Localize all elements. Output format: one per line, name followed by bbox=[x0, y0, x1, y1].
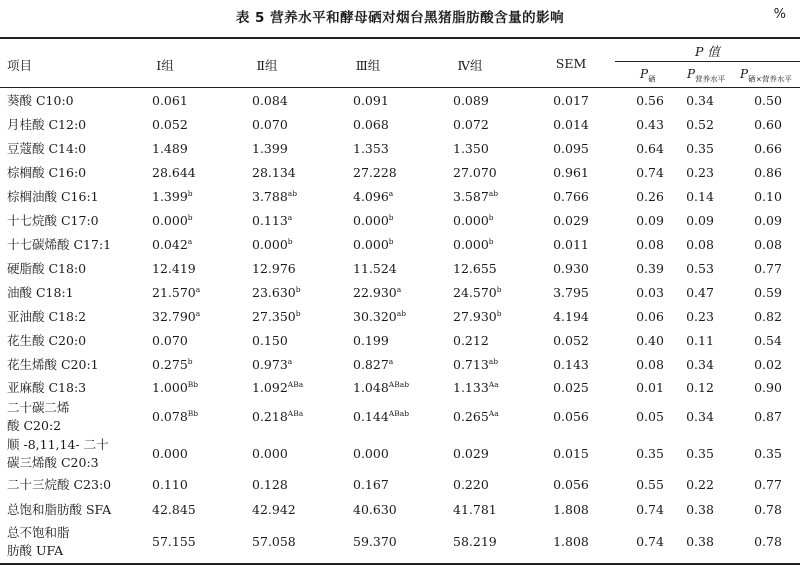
cell-p1: 0.39 bbox=[636, 261, 664, 276]
unit-label: % bbox=[773, 7, 786, 22]
cell-g1: 28.644 bbox=[152, 165, 196, 180]
cell-g1: 21.570$^a$ bbox=[152, 285, 201, 300]
cell-p2: 0.22 bbox=[686, 476, 714, 492]
significance-mark: b bbox=[187, 189, 193, 198]
cell-g4: 27.070 bbox=[453, 165, 497, 180]
row-label: 亚麻酸 C18:3 bbox=[7, 379, 87, 395]
table-row bbox=[0, 377, 800, 398]
table-row bbox=[0, 329, 800, 353]
cell-g2: 0.000 bbox=[252, 445, 288, 461]
cell-p1: 0.64 bbox=[636, 141, 664, 156]
significance-mark: ab bbox=[287, 189, 298, 198]
cell-sem: 1.808 bbox=[553, 534, 589, 549]
p-value-rule bbox=[615, 61, 800, 62]
cell-sem: 4.194 bbox=[553, 309, 589, 324]
top-rule bbox=[0, 37, 800, 39]
cell-sem: 0.056 bbox=[553, 408, 589, 424]
table-row bbox=[0, 89, 800, 113]
table-row bbox=[0, 497, 800, 522]
cell-sem: 0.014 bbox=[553, 117, 589, 132]
cell-p3: 0.59 bbox=[754, 285, 782, 300]
cell-p2: 0.09 bbox=[686, 213, 714, 228]
table-caption: 表 5 营养水平和酵母硒对烟台黑猪脂肪酸含量的影响 bbox=[235, 10, 565, 26]
cell-g3: 11.524 bbox=[353, 261, 397, 276]
significance-mark: a bbox=[388, 189, 394, 198]
cell-p1: 0.74 bbox=[636, 501, 664, 517]
table-row bbox=[0, 113, 800, 137]
cell-g4: 12.655 bbox=[453, 261, 497, 276]
cell-g4: 0.220 bbox=[453, 476, 489, 492]
cell-p2: 0.38 bbox=[686, 501, 714, 517]
significance-mark: Aa bbox=[488, 379, 499, 389]
cell-p3: 0.86 bbox=[754, 165, 782, 180]
cell-p3: 0.09 bbox=[754, 213, 782, 228]
cell-g4: $1.133^{Aa}$ bbox=[453, 379, 499, 395]
significance-mark: ABab bbox=[388, 379, 409, 389]
cell-p1: 0.55 bbox=[636, 476, 664, 492]
cell-p2: 0.53 bbox=[686, 261, 714, 276]
cell-p2: 0.23 bbox=[686, 309, 714, 324]
significance-mark: b bbox=[488, 213, 494, 222]
cell-sem: 0.766 bbox=[553, 189, 589, 204]
row-label: 豆蔻酸 C14:0 bbox=[7, 141, 87, 156]
cell-p2: 0.47 bbox=[686, 285, 714, 300]
cell-p2: 0.35 bbox=[686, 445, 714, 461]
significance-mark: Bb bbox=[187, 408, 199, 418]
header-group-3: Ⅲ组 bbox=[355, 58, 381, 73]
cell-g4: 58.219 bbox=[453, 534, 497, 549]
cell-p3: 0.87 bbox=[754, 408, 782, 424]
table-row bbox=[0, 398, 800, 435]
table-row bbox=[0, 209, 800, 233]
cell-g2: 0.084 bbox=[252, 93, 288, 108]
significance-mark: b bbox=[496, 285, 502, 294]
significance-mark: b bbox=[388, 237, 394, 246]
cell-p1: 0.01 bbox=[636, 379, 664, 395]
table-row bbox=[0, 185, 800, 209]
row-label: 油酸 C18:1 bbox=[7, 285, 74, 300]
cell-p2: 0.14 bbox=[686, 189, 714, 204]
cell-g2: 0.113$^a$ bbox=[252, 213, 293, 228]
cell-g3: 27.228 bbox=[353, 165, 397, 180]
cell-g4: 1.350 bbox=[453, 141, 489, 156]
header-p-interaction: $P_{硒\times 营养水平}$ bbox=[740, 67, 792, 84]
header-p-nutrition: $P_{营养水平}$ bbox=[687, 67, 726, 84]
cell-g2: 0.070 bbox=[252, 117, 288, 132]
cell-g4: 27.930$^b$ bbox=[453, 309, 502, 324]
cell-g2: 0.150 bbox=[252, 333, 288, 348]
cell-g1: $1.000^{Bb}$ bbox=[152, 379, 199, 395]
table-row bbox=[0, 305, 800, 329]
cell-p2: 0.23 bbox=[686, 165, 714, 180]
cell-g4: 0.029 bbox=[453, 445, 489, 461]
cell-g2: 0.128 bbox=[252, 476, 288, 492]
cell-p3: 0.08 bbox=[754, 237, 782, 252]
cell-p1: 0.08 bbox=[636, 237, 664, 252]
table-row bbox=[0, 257, 800, 281]
cell-p1: 0.40 bbox=[636, 333, 664, 348]
cell-sem: 0.056 bbox=[553, 476, 589, 492]
header-item: 项目 bbox=[7, 58, 33, 73]
significance-mark: b bbox=[295, 285, 301, 294]
cell-p2: 0.11 bbox=[686, 333, 714, 348]
cell-g3: 1.353 bbox=[353, 141, 389, 156]
significance-mark: b bbox=[287, 237, 293, 246]
cell-p3: 0.60 bbox=[754, 117, 782, 132]
table-row bbox=[0, 522, 800, 562]
cell-g1: 0.000 bbox=[152, 445, 188, 461]
cell-sem: 0.143 bbox=[553, 357, 589, 372]
cell-g3: 0.167 bbox=[353, 476, 389, 492]
cell-g2: 27.350$^b$ bbox=[252, 309, 301, 324]
cell-g3: 59.370 bbox=[353, 534, 397, 549]
cell-g1: 42.845 bbox=[152, 501, 196, 517]
significance-mark: b bbox=[295, 309, 301, 318]
cell-p3: 0.78 bbox=[754, 534, 782, 549]
header-group-2: Ⅱ组 bbox=[256, 58, 278, 73]
cell-g2: 28.134 bbox=[252, 165, 296, 180]
cell-g1: 0.042$^a$ bbox=[152, 237, 193, 252]
cell-p3: 0.02 bbox=[754, 357, 782, 372]
cell-p3: 0.78 bbox=[754, 501, 782, 517]
cell-p2: 0.34 bbox=[686, 408, 714, 424]
significance-mark: a bbox=[396, 285, 402, 294]
cell-g4: $0.265^{Aa}$ bbox=[453, 408, 499, 424]
table-row bbox=[0, 137, 800, 161]
cell-p2: 0.12 bbox=[686, 379, 714, 395]
cell-p1: 0.08 bbox=[636, 357, 664, 372]
significance-mark: ABa bbox=[287, 379, 304, 389]
cell-g2: 57.058 bbox=[252, 534, 296, 549]
cell-g1: 57.155 bbox=[152, 534, 196, 549]
significance-mark: b bbox=[388, 213, 394, 222]
cell-p1: 0.05 bbox=[636, 408, 664, 424]
cell-g1: 0.061 bbox=[152, 93, 188, 108]
cell-g3: 0.199 bbox=[353, 333, 389, 348]
table-row bbox=[0, 435, 800, 472]
cell-p1: 0.06 bbox=[636, 309, 664, 324]
header-sem: SEM bbox=[555, 56, 587, 71]
cell-g4: 0.000$^b$ bbox=[453, 237, 494, 252]
cell-g1: 12.419 bbox=[152, 261, 196, 276]
cell-p2: 0.08 bbox=[686, 237, 714, 252]
cell-g4: 0.000$^b$ bbox=[453, 213, 494, 228]
cell-g2: $0.218^{ABa}$ bbox=[252, 408, 304, 424]
cell-p2: 0.34 bbox=[686, 93, 714, 108]
cell-p1: 0.26 bbox=[636, 189, 664, 204]
row-label: 十七烷酸 C17:0 bbox=[7, 213, 99, 228]
significance-mark: ab bbox=[396, 309, 407, 318]
row-label: 棕榈酸 C16:0 bbox=[7, 165, 87, 180]
cell-p1: 0.09 bbox=[636, 213, 664, 228]
significance-mark: ab bbox=[488, 357, 499, 366]
row-label: 硬脂酸 C18:0 bbox=[7, 261, 87, 276]
cell-g1: 1.399$^b$ bbox=[152, 189, 193, 204]
header-p-se: $P_硒$ bbox=[640, 67, 656, 84]
cell-sem: 0.095 bbox=[553, 141, 589, 156]
cell-p1: 0.56 bbox=[636, 93, 664, 108]
cell-p1: 0.74 bbox=[636, 165, 664, 180]
cell-g3: 22.930$^a$ bbox=[353, 285, 402, 300]
table-row bbox=[0, 161, 800, 185]
significance-mark: a bbox=[195, 285, 201, 294]
cell-g3: $1.048^{ABab}$ bbox=[353, 379, 409, 395]
row-label: 顺 -8,11,14- 二十 碳三烯酸 C20:3 bbox=[7, 436, 109, 470]
cell-g2: $1.092^{ABa}$ bbox=[252, 379, 304, 395]
cell-g4: 0.089 bbox=[453, 93, 489, 108]
cell-g3: 0.827$^a$ bbox=[353, 357, 394, 372]
significance-mark: Aa bbox=[488, 408, 499, 418]
significance-mark: b bbox=[496, 309, 502, 318]
significance-mark: a bbox=[287, 213, 293, 222]
row-label: 二十碳二烯 酸 C20:2 bbox=[7, 399, 70, 433]
cell-g1: 0.110 bbox=[152, 476, 188, 492]
significance-mark: Bb bbox=[187, 379, 199, 389]
cell-g2: 3.788$^{ab}$ bbox=[252, 189, 298, 204]
cell-sem: 0.961 bbox=[553, 165, 589, 180]
cell-g1: 1.489 bbox=[152, 141, 188, 156]
cell-sem: 3.795 bbox=[553, 285, 589, 300]
cell-g2: 23.630$^b$ bbox=[252, 285, 301, 300]
cell-g2: 1.399 bbox=[252, 141, 288, 156]
cell-p1: 0.35 bbox=[636, 445, 664, 461]
cell-sem: 0.011 bbox=[553, 237, 589, 252]
cell-p3: 0.54 bbox=[754, 333, 782, 348]
cell-g3: 4.096$^a$ bbox=[353, 189, 394, 204]
cell-sem: 0.025 bbox=[553, 379, 589, 395]
cell-p1: 0.03 bbox=[636, 285, 664, 300]
row-label: 十七碳烯酸 C17:1 bbox=[7, 237, 112, 252]
cell-p3: 0.77 bbox=[754, 261, 782, 276]
significance-mark: a bbox=[195, 309, 201, 318]
row-label: 总饱和脂肪酸 SFA bbox=[7, 501, 112, 517]
cell-g3: 30.320$^{ab}$ bbox=[353, 309, 407, 324]
cell-g3: 40.630 bbox=[353, 501, 397, 517]
significance-mark: a bbox=[388, 357, 394, 366]
cell-g3: 0.091 bbox=[353, 93, 389, 108]
row-label: 月桂酸 C12:0 bbox=[7, 117, 87, 132]
significance-mark: b bbox=[187, 213, 193, 222]
cell-p3: 0.66 bbox=[754, 141, 782, 156]
cell-g4: 41.781 bbox=[453, 501, 497, 517]
row-label: 花生烯酸 C20:1 bbox=[7, 357, 99, 372]
cell-p1: 0.43 bbox=[636, 117, 664, 132]
cell-g1: 0.000$^b$ bbox=[152, 213, 193, 228]
row-label: 棕榈油酸 C16:1 bbox=[7, 189, 99, 204]
cell-g2: 42.942 bbox=[252, 501, 296, 517]
cell-g1: 0.052 bbox=[152, 117, 188, 132]
cell-p2: 0.35 bbox=[686, 141, 714, 156]
cell-g1: $0.078^{Bb}$ bbox=[152, 408, 199, 424]
cell-sem: 0.015 bbox=[553, 445, 589, 461]
header-rule bbox=[0, 87, 800, 88]
cell-sem: 0.052 bbox=[553, 333, 589, 348]
row-label: 二十三烷酸 C23:0 bbox=[7, 476, 112, 492]
cell-g4: 0.713$^{ab}$ bbox=[453, 357, 499, 372]
row-label: 葵酸 C10:0 bbox=[7, 93, 74, 108]
cell-g3: 0.068 bbox=[353, 117, 389, 132]
cell-p3: 0.35 bbox=[754, 445, 782, 461]
cell-g1: 0.275$^b$ bbox=[152, 357, 193, 372]
significance-mark: ABab bbox=[388, 408, 409, 418]
cell-sem: 0.017 bbox=[553, 93, 589, 108]
significance-mark: ABa bbox=[287, 408, 304, 418]
cell-p3: 0.90 bbox=[754, 379, 782, 395]
table-row bbox=[0, 472, 800, 497]
cell-g4: 0.072 bbox=[453, 117, 489, 132]
cell-g2: 0.000$^b$ bbox=[252, 237, 293, 252]
cell-g2: 12.976 bbox=[252, 261, 296, 276]
cell-g3: 0.000 bbox=[353, 445, 389, 461]
cell-p2: 0.52 bbox=[686, 117, 714, 132]
cell-g1: 0.070 bbox=[152, 333, 188, 348]
cell-sem: 0.930 bbox=[553, 261, 589, 276]
row-label: 花生酸 C20:0 bbox=[7, 333, 87, 348]
significance-mark: a bbox=[287, 357, 293, 366]
significance-mark: b bbox=[187, 357, 193, 366]
header-group-1: Ⅰ组 bbox=[156, 58, 174, 73]
row-label: 总不饱和脂 肪酸 UFA bbox=[7, 525, 70, 558]
table-row bbox=[0, 353, 800, 377]
cell-p3: 0.77 bbox=[754, 476, 782, 492]
cell-g1: 32.790$^a$ bbox=[152, 309, 201, 324]
significance-mark: b bbox=[488, 237, 494, 246]
significance-mark: a bbox=[187, 237, 193, 246]
cell-g4: 24.570$^b$ bbox=[453, 285, 502, 300]
cell-p2: 0.38 bbox=[686, 534, 714, 549]
cell-p3: 0.10 bbox=[754, 189, 782, 204]
cell-g3: 0.000$^b$ bbox=[353, 213, 394, 228]
cell-p3: 0.82 bbox=[754, 309, 782, 324]
header-group-4: Ⅳ组 bbox=[457, 58, 483, 73]
cell-g4: 3.587$^{ab}$ bbox=[453, 189, 499, 204]
cell-p3: 0.50 bbox=[754, 93, 782, 108]
cell-sem: 0.029 bbox=[553, 213, 589, 228]
table-row bbox=[0, 233, 800, 257]
cell-g3: $0.144^{ABab}$ bbox=[353, 408, 409, 424]
cell-g3: 0.000$^b$ bbox=[353, 237, 394, 252]
table-row bbox=[0, 281, 800, 305]
cell-g4: 0.212 bbox=[453, 333, 489, 348]
cell-p2: 0.34 bbox=[686, 357, 714, 372]
header-p-value: P 值 bbox=[695, 44, 720, 59]
row-label: 亚油酸 C18:2 bbox=[7, 309, 87, 324]
cell-p1: 0.74 bbox=[636, 534, 664, 549]
cell-sem: 1.808 bbox=[553, 501, 589, 517]
significance-mark: ab bbox=[488, 189, 499, 198]
cell-g2: 0.973$^a$ bbox=[252, 357, 293, 372]
bottom-rule bbox=[0, 563, 800, 565]
